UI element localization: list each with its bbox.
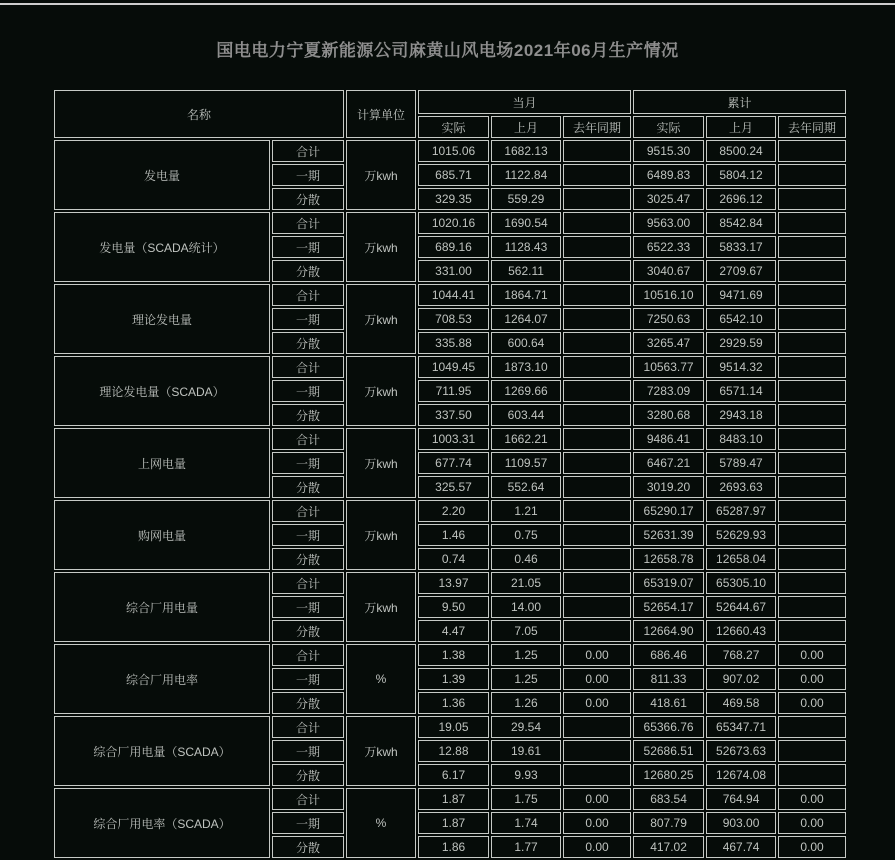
value-cell (563, 140, 631, 162)
value-cell (563, 212, 631, 234)
value-cell: 325.57 (418, 476, 489, 498)
sub-row-label: 分散 (272, 476, 344, 498)
header-cumulative-actual: 实际 (633, 116, 704, 138)
value-cell (778, 164, 846, 186)
value-cell: 12674.08 (706, 764, 776, 786)
value-cell: 2929.59 (706, 332, 776, 354)
value-cell: 0.00 (563, 812, 631, 834)
group-name-cell: 理论发电量（SCADA） (54, 356, 270, 426)
value-cell: 12680.25 (633, 764, 704, 786)
sub-row-label: 合计 (272, 428, 344, 450)
value-cell (563, 332, 631, 354)
value-cell: 2.20 (418, 500, 489, 522)
unit-cell: % (346, 644, 416, 714)
value-cell: 52673.63 (706, 740, 776, 762)
value-cell (778, 308, 846, 330)
table-row (54, 140, 846, 162)
value-cell (778, 140, 846, 162)
table-row (54, 428, 846, 450)
table-row (54, 788, 846, 810)
value-cell (778, 428, 846, 450)
table-row (54, 284, 846, 306)
value-cell: 1.87 (418, 788, 489, 810)
unit-cell: 万kwh (346, 572, 416, 642)
unit-cell: 万kwh (346, 356, 416, 426)
header-unit: 计算单位 (346, 90, 416, 138)
value-cell: 1015.06 (418, 140, 489, 162)
value-cell: 0.00 (563, 788, 631, 810)
sub-row-label: 合计 (272, 212, 344, 234)
sub-row-label: 分散 (272, 620, 344, 642)
value-cell: 3265.47 (633, 332, 704, 354)
value-cell (563, 596, 631, 618)
sub-row-label: 分散 (272, 188, 344, 210)
sub-row-label: 合计 (272, 500, 344, 522)
value-cell: 52644.67 (706, 596, 776, 618)
value-cell: 0.00 (778, 812, 846, 834)
value-cell (778, 284, 846, 306)
value-cell: 5833.17 (706, 236, 776, 258)
header-current-actual: 实际 (418, 116, 489, 138)
table-row (54, 572, 846, 594)
value-cell: 1.39 (418, 668, 489, 690)
value-cell: 768.27 (706, 644, 776, 666)
value-cell (778, 404, 846, 426)
value-cell: 807.79 (633, 812, 704, 834)
value-cell (563, 380, 631, 402)
value-cell (563, 236, 631, 258)
value-cell: 65319.07 (633, 572, 704, 594)
value-cell (563, 716, 631, 738)
group-name-cell: 理论发电量 (54, 284, 270, 354)
value-cell: 0.00 (563, 836, 631, 858)
value-cell: 2696.12 (706, 188, 776, 210)
value-cell: 19.61 (491, 740, 561, 762)
table-row (54, 212, 846, 234)
sub-row-label: 一期 (272, 164, 344, 186)
value-cell: 8542.84 (706, 212, 776, 234)
value-cell: 1.75 (491, 788, 561, 810)
header-row-groups (54, 90, 846, 114)
sub-row-label: 一期 (272, 740, 344, 762)
value-cell: 418.61 (633, 692, 704, 714)
value-cell: 2943.18 (706, 404, 776, 426)
value-cell: 0.00 (778, 692, 846, 714)
value-cell: 1020.16 (418, 212, 489, 234)
value-cell: 6522.33 (633, 236, 704, 258)
value-cell: 559.29 (491, 188, 561, 210)
value-cell: 0.74 (418, 548, 489, 570)
table-row (54, 356, 846, 378)
value-cell (778, 332, 846, 354)
sub-row-label: 合计 (272, 572, 344, 594)
value-cell: 0.00 (778, 668, 846, 690)
value-cell: 708.53 (418, 308, 489, 330)
value-cell: 4.47 (418, 620, 489, 642)
report-table-body (54, 140, 846, 858)
value-cell (563, 452, 631, 474)
value-cell: 0.00 (563, 644, 631, 666)
value-cell: 3040.67 (633, 260, 704, 282)
group-name-cell: 综合厂用电量 (54, 572, 270, 642)
unit-cell: 万kwh (346, 500, 416, 570)
value-cell (563, 308, 631, 330)
value-cell: 335.88 (418, 332, 489, 354)
value-cell (778, 524, 846, 546)
sub-row-label: 合计 (272, 644, 344, 666)
value-cell (778, 380, 846, 402)
sub-row-label: 一期 (272, 524, 344, 546)
value-cell: 685.71 (418, 164, 489, 186)
value-cell (778, 476, 846, 498)
header-current-month: 当月 (418, 90, 631, 114)
value-cell: 65366.76 (633, 716, 704, 738)
value-cell: 12658.04 (706, 548, 776, 570)
value-cell: 1269.66 (491, 380, 561, 402)
value-cell: 1.74 (491, 812, 561, 834)
value-cell: 600.64 (491, 332, 561, 354)
value-cell: 19.05 (418, 716, 489, 738)
value-cell: 6467.21 (633, 452, 704, 474)
unit-cell: % (346, 788, 416, 858)
value-cell: 29.54 (491, 716, 561, 738)
value-cell: 337.50 (418, 404, 489, 426)
sub-row-label: 分散 (272, 260, 344, 282)
sub-row-label: 分散 (272, 764, 344, 786)
value-cell (563, 572, 631, 594)
header-cumulative-same-period: 去年同期 (778, 116, 846, 138)
group-name-cell: 综合厂用电量（SCADA） (54, 716, 270, 786)
value-cell: 5789.47 (706, 452, 776, 474)
page-title: 国电电力宁夏新能源公司麻黄山风电场2021年06月生产情况 (216, 41, 679, 60)
value-cell: 562.11 (491, 260, 561, 282)
value-cell: 1.77 (491, 836, 561, 858)
value-cell (563, 260, 631, 282)
value-cell: 811.33 (633, 668, 704, 690)
value-cell: 329.35 (418, 188, 489, 210)
value-cell: 13.97 (418, 572, 489, 594)
header-current-last-month: 上月 (491, 116, 561, 138)
value-cell: 12664.90 (633, 620, 704, 642)
value-cell: 0.00 (563, 668, 631, 690)
value-cell: 1003.31 (418, 428, 489, 450)
value-cell: 603.44 (491, 404, 561, 426)
value-cell: 9471.69 (706, 284, 776, 306)
sub-row-label: 一期 (272, 668, 344, 690)
value-cell: 21.05 (491, 572, 561, 594)
table-row (54, 716, 846, 738)
production-report-table (52, 88, 848, 860)
value-cell (563, 548, 631, 570)
value-cell (778, 212, 846, 234)
value-cell: 686.46 (633, 644, 704, 666)
value-cell: 907.02 (706, 668, 776, 690)
value-cell: 1690.54 (491, 212, 561, 234)
value-cell: 6542.10 (706, 308, 776, 330)
sub-row-label: 一期 (272, 812, 344, 834)
value-cell: 0.00 (778, 836, 846, 858)
value-cell: 1.25 (491, 644, 561, 666)
value-cell: 52654.17 (633, 596, 704, 618)
value-cell: 683.54 (633, 788, 704, 810)
value-cell (778, 596, 846, 618)
value-cell: 2709.67 (706, 260, 776, 282)
sub-row-label: 一期 (272, 236, 344, 258)
value-cell (778, 260, 846, 282)
value-cell (778, 188, 846, 210)
value-cell (563, 500, 631, 522)
group-name-cell: 发电量（SCADA统计） (54, 212, 270, 282)
value-cell (778, 716, 846, 738)
unit-cell: 万kwh (346, 284, 416, 354)
group-name-cell: 上网电量 (54, 428, 270, 498)
value-cell: 6489.83 (633, 164, 704, 186)
value-cell (563, 284, 631, 306)
value-cell (563, 740, 631, 762)
value-cell: 0.00 (778, 788, 846, 810)
value-cell: 1.26 (491, 692, 561, 714)
header-cumulative: 累计 (633, 90, 846, 114)
value-cell (563, 764, 631, 786)
value-cell: 7.05 (491, 620, 561, 642)
value-cell: 12660.43 (706, 620, 776, 642)
value-cell: 10516.10 (633, 284, 704, 306)
value-cell: 1264.07 (491, 308, 561, 330)
value-cell: 52629.93 (706, 524, 776, 546)
sub-row-label: 一期 (272, 452, 344, 474)
value-cell: 903.00 (706, 812, 776, 834)
value-cell: 3025.47 (633, 188, 704, 210)
sub-row-label: 合计 (272, 356, 344, 378)
group-name-cell: 发电量 (54, 140, 270, 210)
value-cell: 1864.71 (491, 284, 561, 306)
value-cell: 0.75 (491, 524, 561, 546)
value-cell: 65305.10 (706, 572, 776, 594)
sub-row-label: 合计 (272, 788, 344, 810)
value-cell (563, 524, 631, 546)
sub-row-label: 分散 (272, 836, 344, 858)
value-cell: 9515.30 (633, 140, 704, 162)
value-cell: 1.21 (491, 500, 561, 522)
sub-row-label: 一期 (272, 596, 344, 618)
value-cell (778, 236, 846, 258)
value-cell: 9563.00 (633, 212, 704, 234)
value-cell: 65290.17 (633, 500, 704, 522)
value-cell: 7283.09 (633, 380, 704, 402)
value-cell: 467.74 (706, 836, 776, 858)
value-cell: 9.93 (491, 764, 561, 786)
value-cell: 1.36 (418, 692, 489, 714)
value-cell: 8500.24 (706, 140, 776, 162)
value-cell (563, 476, 631, 498)
sub-row-label: 分散 (272, 548, 344, 570)
value-cell: 331.00 (418, 260, 489, 282)
sub-row-label: 分散 (272, 692, 344, 714)
value-cell: 1873.10 (491, 356, 561, 378)
value-cell: 3280.68 (633, 404, 704, 426)
value-cell: 677.74 (418, 452, 489, 474)
value-cell: 52631.39 (633, 524, 704, 546)
value-cell: 0.00 (778, 644, 846, 666)
value-cell: 1.46 (418, 524, 489, 546)
unit-cell: 万kwh (346, 716, 416, 786)
value-cell: 10563.77 (633, 356, 704, 378)
value-cell: 1122.84 (491, 164, 561, 186)
value-cell: 65347.71 (706, 716, 776, 738)
sub-row-label: 合计 (272, 140, 344, 162)
production-report-table-container (52, 88, 848, 860)
value-cell (778, 452, 846, 474)
value-cell (778, 548, 846, 570)
sub-row-label: 合计 (272, 284, 344, 306)
value-cell: 9486.41 (633, 428, 704, 450)
value-cell (778, 572, 846, 594)
value-cell: 8483.10 (706, 428, 776, 450)
group-name-cell: 综合厂用电率 (54, 644, 270, 714)
value-cell: 65287.97 (706, 500, 776, 522)
value-cell: 9.50 (418, 596, 489, 618)
value-cell: 1044.41 (418, 284, 489, 306)
value-cell: 12658.78 (633, 548, 704, 570)
value-cell: 689.16 (418, 236, 489, 258)
value-cell: 417.02 (633, 836, 704, 858)
value-cell: 0.00 (563, 692, 631, 714)
value-cell: 469.58 (706, 692, 776, 714)
sub-row-label: 一期 (272, 308, 344, 330)
value-cell: 1.25 (491, 668, 561, 690)
unit-cell: 万kwh (346, 212, 416, 282)
value-cell (778, 620, 846, 642)
value-cell: 1662.21 (491, 428, 561, 450)
value-cell: 552.64 (491, 476, 561, 498)
value-cell (778, 764, 846, 786)
value-cell: 7250.63 (633, 308, 704, 330)
table-row (54, 500, 846, 522)
value-cell: 764.94 (706, 788, 776, 810)
unit-cell: 万kwh (346, 140, 416, 210)
top-divider-line (0, 3, 895, 5)
table-row (54, 644, 846, 666)
value-cell: 9514.32 (706, 356, 776, 378)
value-cell (778, 740, 846, 762)
value-cell: 2693.63 (706, 476, 776, 498)
value-cell: 3019.20 (633, 476, 704, 498)
value-cell (563, 428, 631, 450)
value-cell (563, 620, 631, 642)
value-cell (563, 356, 631, 378)
value-cell: 1109.57 (491, 452, 561, 474)
value-cell: 1.38 (418, 644, 489, 666)
value-cell: 52686.51 (633, 740, 704, 762)
value-cell: 1.87 (418, 812, 489, 834)
value-cell: 6.17 (418, 764, 489, 786)
value-cell: 12.88 (418, 740, 489, 762)
sub-row-label: 合计 (272, 716, 344, 738)
header-name: 名称 (54, 90, 344, 138)
header-current-same-period: 去年同期 (563, 116, 631, 138)
value-cell: 0.46 (491, 548, 561, 570)
value-cell: 1049.45 (418, 356, 489, 378)
group-name-cell: 综合厂用电率（SCADA） (54, 788, 270, 858)
value-cell: 711.95 (418, 380, 489, 402)
value-cell (778, 356, 846, 378)
value-cell (563, 188, 631, 210)
value-cell: 14.00 (491, 596, 561, 618)
value-cell (563, 164, 631, 186)
unit-cell: 万kwh (346, 428, 416, 498)
sub-row-label: 分散 (272, 332, 344, 354)
value-cell: 6571.14 (706, 380, 776, 402)
header-cumulative-last-month: 上月 (706, 116, 776, 138)
value-cell (563, 404, 631, 426)
group-name-cell: 购网电量 (54, 500, 270, 570)
value-cell (778, 500, 846, 522)
value-cell: 1128.43 (491, 236, 561, 258)
value-cell: 5804.12 (706, 164, 776, 186)
sub-row-label: 分散 (272, 404, 344, 426)
value-cell: 1.86 (418, 836, 489, 858)
sub-row-label: 一期 (272, 380, 344, 402)
value-cell: 1682.13 (491, 140, 561, 162)
